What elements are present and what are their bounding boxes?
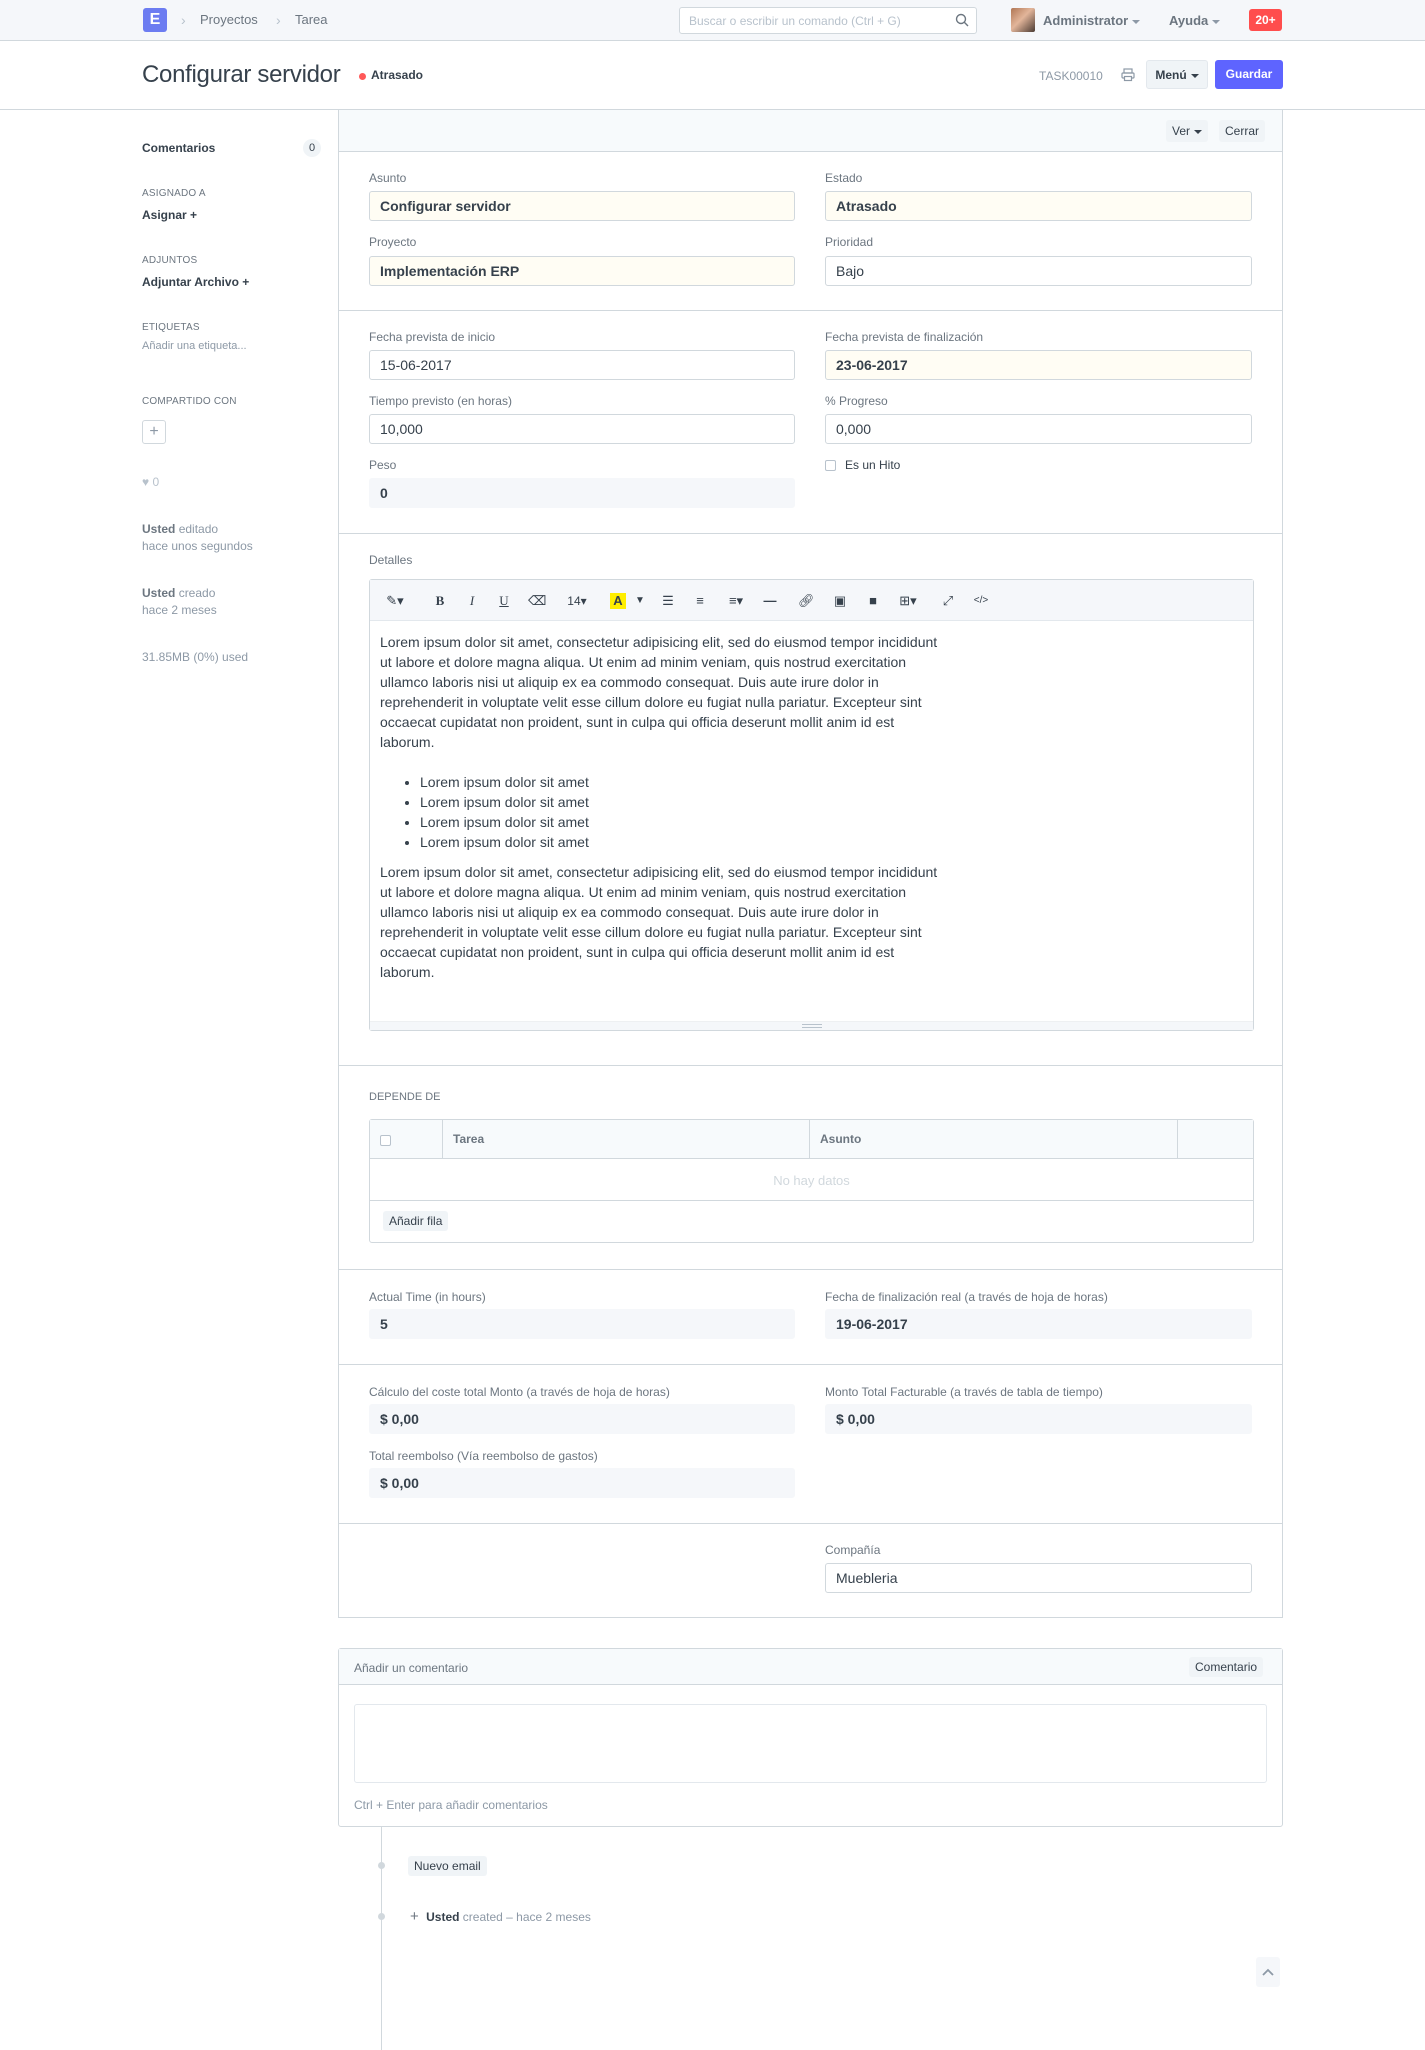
- heart-icon: ♥: [142, 475, 150, 489]
- subject-field[interactable]: Configurar servidor: [369, 191, 795, 221]
- editor-content[interactable]: [380, 632, 940, 1002]
- caret-down-icon: [1191, 74, 1199, 78]
- save-button[interactable]: Guardar: [1215, 60, 1283, 89]
- section-divider: [339, 1269, 1282, 1270]
- add-tag-link[interactable]: Añadir una etiqueta...: [142, 340, 247, 352]
- sidebar-comments[interactable]: Comentarios: [142, 141, 216, 155]
- milestone-checkbox[interactable]: [825, 460, 836, 471]
- storage-usage: 31.85MB (0%) used: [142, 650, 249, 664]
- comment-input[interactable]: [354, 1704, 1267, 1783]
- italic-icon[interactable]: I: [469, 593, 475, 608]
- company-field[interactable]: Muebleria: [825, 1563, 1252, 1593]
- menu-button[interactable]: [1146, 60, 1208, 89]
- table-empty-message: No hay datos: [370, 1160, 1253, 1201]
- horizontal-rule-icon[interactable]: —: [763, 593, 777, 608]
- comment-title: Añadir un comentario: [354, 1661, 469, 1675]
- page-head: [0, 41, 1425, 110]
- like-button[interactable]: [142, 475, 159, 489]
- caret-down-icon: [1212, 20, 1220, 24]
- depends-on-heading: DEPENDE DE: [369, 1091, 441, 1103]
- timeline-dot: [378, 1862, 385, 1869]
- company-label: Compañía: [825, 1543, 881, 1557]
- section-divider: [339, 1364, 1282, 1365]
- magic-style-icon[interactable]: ✎▾: [386, 593, 404, 608]
- created-user[interactable]: Usted: [142, 586, 176, 600]
- billing-label: Monto Total Facturable (a través de tabla de tiempo): [825, 1385, 1103, 1399]
- status-indicator: Atrasado: [371, 68, 424, 82]
- timeline-user[interactable]: Usted: [426, 1910, 460, 1924]
- print-icon[interactable]: [1121, 68, 1135, 82]
- bullet-list-icon[interactable]: ☰: [662, 593, 674, 608]
- menu-label: Menú: [1155, 68, 1187, 82]
- edited-action: editado: [178, 522, 219, 536]
- act-end-label: Fecha de finalización real (a través de hoja de horas): [825, 1290, 1108, 1304]
- attachments-heading: ADJUNTOS: [142, 255, 198, 266]
- fullscreen-icon[interactable]: ⤢: [942, 593, 954, 608]
- search-input[interactable]: [679, 7, 977, 34]
- app-logo[interactable]: E: [143, 8, 167, 32]
- likes-count: 0: [152, 475, 160, 489]
- details-editor[interactable]: [369, 579, 1254, 1031]
- video-icon[interactable]: ■: [869, 593, 877, 608]
- caret-down-icon: [1132, 20, 1140, 24]
- chevron-up-icon: [1256, 1957, 1280, 1987]
- milestone-label: Es un Hito: [845, 458, 901, 472]
- exp-start-label: Fecha prevista de inicio: [369, 330, 496, 344]
- caret-down-icon[interactable]: ▼: [635, 595, 645, 606]
- link-icon[interactable]: 🔗︎: [798, 593, 815, 608]
- weight-field[interactable]: 0: [369, 478, 795, 508]
- code-view-icon[interactable]: </>: [973, 595, 989, 606]
- priority-select[interactable]: Bajo: [825, 256, 1252, 286]
- user-menu[interactable]: [1043, 13, 1140, 28]
- document-name: TASK00010: [1039, 69, 1103, 83]
- help-label: Ayuda: [1169, 13, 1209, 28]
- exp-end-date-field[interactable]: 23-06-2017: [825, 350, 1252, 380]
- new-email-button[interactable]: Nuevo email: [408, 1856, 487, 1876]
- shared-heading: COMPARTIDO CON: [142, 396, 237, 407]
- editor-paragraph: Lorem ipsum dolor sit amet, consectetur adipisicing elit, sed do eiusmod tempor incididunt ut labore et dolore magna aliqua. Ut enim ad minim veniam, quis nostrud exercitation ullamco laboris nisi ut aliquip ex ea commodo consequat. Duis aute irure dolor in reprehenderit in voluptate velit esse cillum dolore eu fugiat nulla pariatur. Excepteur sint occaecat cupidatat non proident, sunt in culpa qui officia deserunt mollit anim id est laborum.: [380, 634, 938, 750]
- status-label: Estado: [825, 171, 863, 185]
- breadcrumb-task[interactable]: Tarea: [295, 12, 328, 27]
- form-toolbar: [339, 110, 1282, 152]
- chevron-right-icon: ›: [276, 12, 281, 28]
- comment-button[interactable]: Comentario: [1189, 1657, 1263, 1677]
- details-label: Detalles: [369, 553, 413, 567]
- editor-list-item: • Lorem ipsum dolor sit amet: [420, 832, 940, 852]
- attach-file-button[interactable]: Adjuntar Archivo +: [142, 275, 250, 289]
- timeline-dot: [378, 1913, 385, 1920]
- assigned-heading: ASIGNADO A: [142, 188, 206, 199]
- edited-user[interactable]: Usted: [142, 522, 176, 536]
- actual-time-label: Actual Time (in hours): [369, 1290, 486, 1304]
- ordered-list-icon[interactable]: ≡: [696, 593, 704, 608]
- assign-button[interactable]: Asignar +: [142, 208, 198, 222]
- eraser-icon[interactable]: ⌫: [528, 593, 547, 608]
- created-when: hace 2 meses: [142, 603, 217, 617]
- timeline-text: created – hace 2 meses: [462, 1910, 591, 1924]
- image-icon[interactable]: ▣: [833, 593, 847, 608]
- page-title: Configurar servidor: [142, 61, 341, 88]
- claim-label: Total reembolso (Vía reembolso de gastos): [369, 1449, 598, 1463]
- exp-time-field[interactable]: 10,000: [369, 414, 795, 444]
- weight-label: Peso: [369, 458, 397, 472]
- exp-end-label: Fecha prevista de finalización: [825, 330, 984, 344]
- select-all-cell: [370, 1120, 443, 1159]
- comment-header: [339, 1649, 1282, 1685]
- column-task: Tarea: [443, 1120, 810, 1159]
- costing-field[interactable]: $ 0,00: [369, 1404, 795, 1434]
- help-menu[interactable]: [1169, 13, 1220, 28]
- editor-resize-bar[interactable]: [370, 1021, 1253, 1030]
- plus-icon: +: [410, 1908, 419, 1925]
- close-button[interactable]: Cerrar: [1219, 120, 1265, 142]
- table-icon[interactable]: ⊞▾: [899, 593, 917, 608]
- act-end-field[interactable]: 19-06-2017: [825, 1309, 1252, 1339]
- highlight-color-icon[interactable]: A: [610, 593, 626, 609]
- last-edited: [142, 522, 218, 536]
- editor-paragraph: Lorem ipsum dolor sit amet, consectetur adipisicing elit, sed do eiusmod tempor incididunt ut labore et dolore magna aliqua. Ut enim ad minim veniam, quis nostrud exercitation ullamco laboris nisi ut aliquip ex ea commodo consequat. Duis aute irure dolor in reprehenderit in voluptate velit esse cillum dolore eu fugiat nulla pariatur. Excepteur sint occaecat cupidatat non proident, sunt in culpa qui officia deserunt mollit anim id est laborum.: [380, 864, 938, 980]
- editor-list-item: • Lorem ipsum dolor sit amet: [420, 812, 940, 832]
- section-divider: [339, 1065, 1282, 1066]
- edited-when: hace unos segundos: [142, 539, 253, 553]
- caret-down-icon: [1194, 130, 1202, 134]
- scroll-to-top-button[interactable]: [1256, 1957, 1280, 1987]
- section-divider: [339, 1523, 1282, 1524]
- claim-field[interactable]: $ 0,00: [369, 1468, 795, 1498]
- search-placeholder: Buscar o escribir un comando (Ctrl + G): [689, 14, 901, 28]
- section-divider: [339, 533, 1282, 534]
- depends-on-table: [369, 1119, 1254, 1243]
- form-card: [338, 110, 1283, 1618]
- table-header: [370, 1120, 1253, 1159]
- priority-label: Prioridad: [825, 235, 874, 249]
- underline-icon[interactable]: U: [499, 593, 509, 608]
- project-label: Proyecto: [369, 235, 417, 249]
- progress-field[interactable]: 0,000: [825, 414, 1252, 444]
- status-select[interactable]: Atrasado: [825, 191, 1252, 221]
- comment-hint: Ctrl + Enter para añadir comentarios: [354, 1798, 548, 1812]
- project-field[interactable]: Implementación ERP: [369, 256, 795, 286]
- chevron-right-icon: ›: [181, 12, 186, 28]
- comment-box: [338, 1648, 1283, 1827]
- progress-label: % Progreso: [825, 394, 888, 408]
- align-icon[interactable]: ≡▾: [728, 593, 744, 608]
- subject-label: Asunto: [369, 171, 407, 185]
- select-all-checkbox[interactable]: [380, 1135, 391, 1146]
- comments-count: 0: [303, 139, 321, 157]
- avatar[interactable]: [1011, 8, 1035, 32]
- tags-heading: ETIQUETAS: [142, 322, 200, 333]
- resize-grip-icon: [802, 1024, 822, 1028]
- view-button[interactable]: [1166, 120, 1208, 142]
- timeline-entry: [410, 1908, 591, 1925]
- notifications-badge[interactable]: 20+: [1249, 9, 1282, 31]
- editor-toolbar: [370, 580, 1253, 621]
- add-share-button[interactable]: +: [142, 420, 166, 444]
- navbar: [0, 0, 1425, 41]
- editor-list-item: • Lorem ipsum dolor sit amet: [420, 772, 940, 792]
- font-size-value: 14: [567, 594, 581, 608]
- actual-time-field[interactable]: 5: [369, 1309, 795, 1339]
- breadcrumb-projects[interactable]: Proyectos: [200, 12, 258, 27]
- editor-list-item: • Lorem ipsum dolor sit amet: [420, 792, 940, 812]
- created-info: [142, 586, 215, 600]
- created-action: creado: [178, 586, 216, 600]
- exp-start-date-field[interactable]: 15-06-2017: [369, 350, 795, 380]
- search-icon: [954, 12, 970, 28]
- font-size-dropdown[interactable]: 14▾: [567, 594, 587, 608]
- status-indicator-dot: [359, 73, 366, 80]
- add-row-button[interactable]: Añadir fila: [383, 1211, 448, 1231]
- exp-time-label: Tiempo previsto (en horas): [369, 394, 512, 408]
- user-name: Administrator: [1043, 13, 1129, 28]
- column-subject: Asunto: [810, 1120, 1178, 1159]
- editor-list: [420, 772, 940, 852]
- billing-field[interactable]: $ 0,00: [825, 1404, 1252, 1434]
- bold-icon[interactable]: B: [435, 593, 445, 608]
- view-label: Ver: [1172, 124, 1191, 138]
- section-divider: [339, 310, 1282, 311]
- costing-label: Cálculo del coste total Monto (a través de hoja de horas): [369, 1385, 670, 1399]
- timeline-line: [381, 1827, 382, 2050]
